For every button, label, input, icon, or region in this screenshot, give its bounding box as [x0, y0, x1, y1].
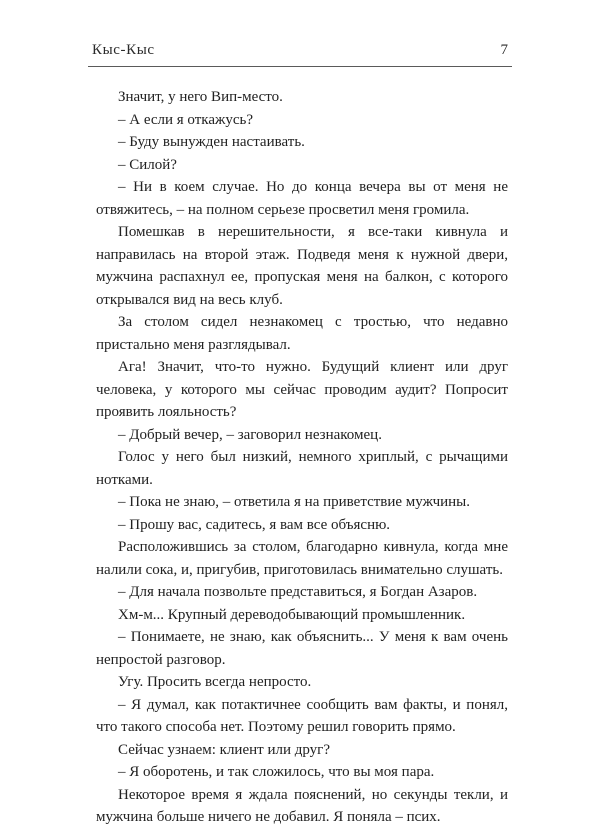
paragraph: Расположившись за столом, благодарно кивнула, когда мне налили сока, и, пригубив, приготовилась внимательно слушать.: [96, 539, 508, 578]
paragraph: Ага! Значит, что-то нужно. Будущий клиент или друг человека, у которого мы сейчас проводим аудит? Попросит проявить лояльность?: [96, 359, 508, 420]
dialogue-line: – Прошу вас, садитесь, я вам все объясню.: [118, 516, 391, 533]
dialogue-line: – Я оборотень, и так сложилось, что вы моя пара.: [118, 764, 435, 780]
paragraph: Помешкав в нерешительности, я все-таки кивнула и направилась на второй этаж. Подведя меня к нужной двери, мужчина распахнул ее, пропуская меня на балкон, с которого открывался вид на весь клуб.: [96, 224, 508, 308]
paragraph: Сейчас узнаем: клиент или друг?: [118, 741, 330, 758]
paragraph: Угу. Просить всегда непросто.: [118, 674, 312, 690]
paragraph: За столом сидел незнакомец с тростью, что недавно пристально меня разглядывал.: [96, 314, 508, 353]
dialogue-line: – Ни в коем случае. Но до конца вечера вы от меня не отвяжитесь, – на полном серьезе просветил меня громила.: [96, 179, 508, 218]
dialogue-line: – А если я откажусь?: [118, 111, 254, 128]
body-text: [96, 86, 508, 829]
dialogue-line: – Понимаете, не знаю, как объяснить... У меня к вам очень непростой разговор.: [96, 629, 508, 668]
paragraph: Голос у него был низкий, немного хриплый, с рычащими нотками.: [96, 449, 508, 488]
running-header: [88, 40, 512, 67]
dialogue-line: – Пока не знаю, – ответила я на приветствие мужчины.: [118, 494, 471, 510]
dialogue-line: – Добрый вечер, – заговорил незнакомец.: [118, 426, 382, 443]
paragraph: Хм-м... Крупный дереводобывающий промышленник.: [118, 606, 466, 623]
dialogue-line: – Буду вынужден настаивать.: [118, 134, 305, 150]
book-title: Кыс-Кыс: [92, 42, 155, 58]
paragraph: Значит, у него Вип-место.: [118, 89, 283, 105]
page-number: 7: [500, 42, 508, 58]
dialogue-line: – Для начала позвольте представиться, я Богдан Азаров.: [118, 584, 478, 600]
paragraph: Некоторое время я ждала пояснений, но секунды текли, и мужчина больше ничего не добавил. Я поняла – псих.: [96, 786, 508, 825]
dialogue-line: – Я думал, как потактичнее сообщить вам факты, и понял, что такого способа нет. Поэтому решил говорить прямо.: [96, 696, 508, 735]
dialogue-line: – Силой?: [118, 156, 177, 173]
